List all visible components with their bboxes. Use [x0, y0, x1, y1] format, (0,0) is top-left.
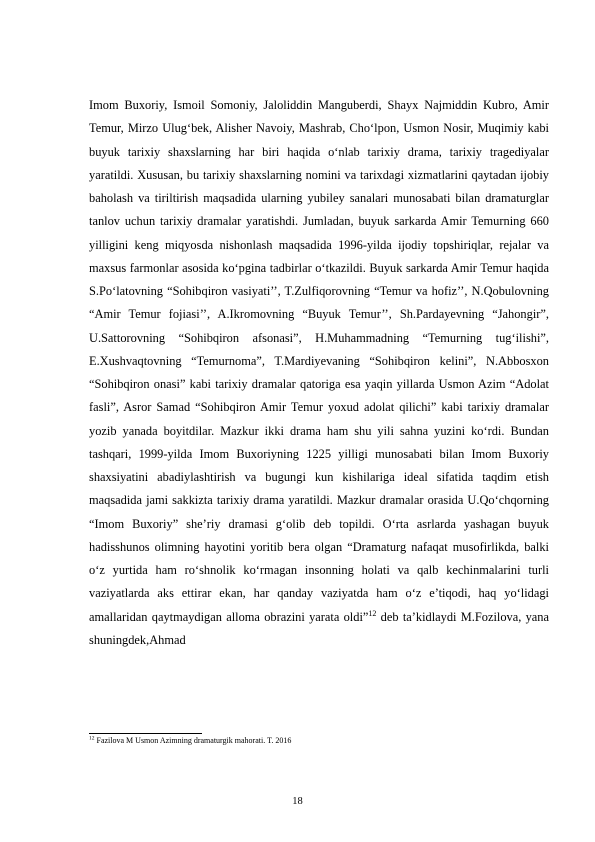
paragraph-text: Imom Buxoriy, Ismoil Somoniy, Jaloliddin Manguberdi, Shayx Najmiddin Kubro, Amir Temur, Mirzo Ulug‘bek, Alisher Navoiy, Mashrab, Cho‘lpon, Usmon Nosir, Muqimiy kabi buyuk tarixiy shaxslarning har biri haqida o‘nlab tarixiy drama, tarixiy tragediyalar yaratildi. Xususan, bu tarixiy shaxslarning nomini va tarixdagi xizmatlarini qaytadan ijobiy baholash va tiriltirish maqsadida ularning yubiley sanalari munosabati bilan dramaturglar tanlov uchun tarixiy dramalar yaratishdi. Jumladan, buyuk sarkarda Amir Temurning 660 yilligini keng miqyosda nishonlash maqsadida 1996-yilda ijodiy topshiriqlar, rejalar va maxsus farmonlar asosida ko‘pgina tadbirlar o‘tkazildi. Buyuk sarkarda Amir Temur haqida S.Po‘latovning “Sohibqiron vasiyati’’, T.Zulfiqorovning “Temur va hofiz’’, N.Qobulovning “Amir Temur fojiasi’’, A.Ikromovning “Buyuk Temur’’, Sh.Pardayevning “Jahongir”, U.Sattorovning “Sohibqiron afsonasi”, H.Muhammadning “Temurning tug‘ilishi”, E.Xushvaqtovning “Temurnoma”, T.Mardiyevaning “Sohibqiron kelini”, N.Abbosxon “Sohibqiron onasi” kabi tarixiy dramalar qatoriga esa yaqin yillarda Usmon Azim “Adolat fasli”, Asror Samad “Sohibqiron Amir Temur yoxud adolat qilichi” kabi tarixiy dramalar yozib yanada boyitdilar. Mazkur ikki drama ham shu yili sahna yuzini ko‘rdi. Bundan tashqari, 1999-yilda Imom Buxoriyning 1225 yilligi munosabati bilan Imom Buxoriy shaxsiyatini abadiylashtirish va bugungi kun kishilariga ideal sifatida taqdim etish maqsadida jami sakkizta tarixiy drama yaratildi. Mazkur dramalar orasida U.Qo‘chqorning “Imom Buxoriy” she’riy dramasi g‘olib deb topildi. O‘rta asrlarda yashagan buyuk hadisshunos olimning hayotini yoritib bera olgan “Dramaturg nafaqat musofirlikda, balki o‘z yurtida ham ro‘shnolik ko‘rmagan insonning holati va qalb kechinmalarini turli vaziyatlarda aks ettirar ekan, har qanday vaziyatda ham o‘z e’tiqodi, haq yo‘lidagi amallaridan qaytmaydigan alloma obrazini yarata oldi” — [89, 98, 549, 624]
footnote — [89, 736, 549, 746]
paragraph-text-continued: deb ta’kidlaydi M.Fozilova, yana shuningdek,Ahmad — [89, 609, 550, 647]
footnote-reference[interactable]: 12 — [368, 608, 377, 618]
footnote-number: 12 — [89, 735, 95, 742]
footnote-divider — [89, 733, 202, 734]
footnote-text: Fazilova M Usmon Azimning dramaturgik mahorati. T. 2016 — [94, 736, 292, 745]
page-number: 18 — [292, 796, 303, 807]
body-paragraph — [89, 94, 549, 652]
